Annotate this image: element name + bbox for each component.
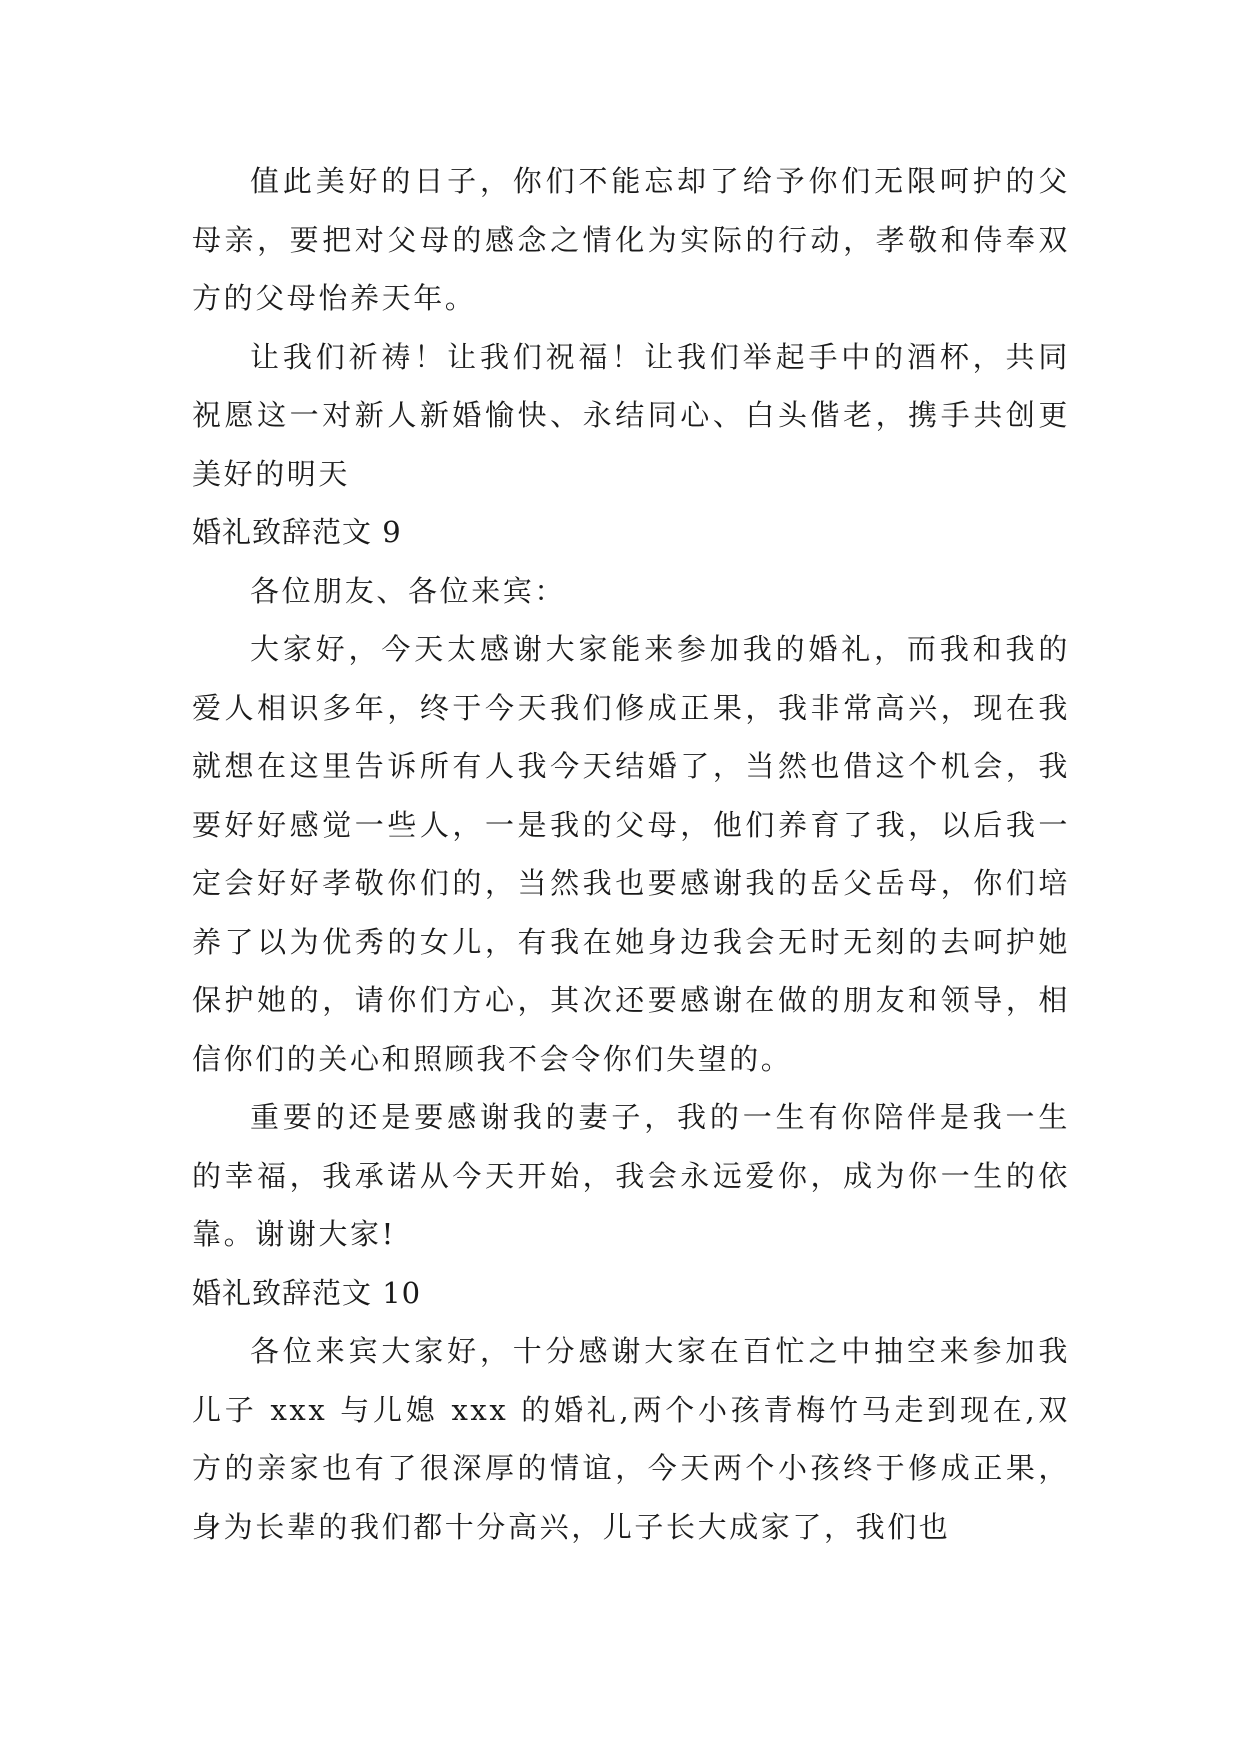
document-page <box>192 152 1070 1556</box>
paragraph: 值此美好的日子，你们不能忘却了给予你们无限呵护的父母亲，要把对父母的感念之情化为实际的行动，孝敬和侍奉双方的父母怡养天年。 <box>192 164 1070 315</box>
paragraph: 重要的还是要感谢我的妻子，我的一生有你陪伴是我一生的幸福，我承诺从今天开始，我会永远爱你，成为你一生的依靠。谢谢大家! <box>192 1100 1070 1251</box>
section-heading: 婚礼致辞范文 10 <box>192 1275 422 1310</box>
paragraph: 让我们祈祷！让我们祝福！让我们举起手中的酒杯，共同祝愿这一对新人新婚愉快、永结同心、白头偕老，携手共创更美好的明天 <box>192 339 1070 491</box>
paragraph: 大家好，今天太感谢大家能来参加我的婚礼，而我和我的爱人相识多年，终于今天我们修成正果，我非常高兴，现在我就想在这里告诉所有人我今天结婚了，当然也借这个机会，我要好好感觉一些人，一是我的父母，他们养育了我，以后我一定会好好孝敬你们的，当然我也要感谢我的岳父岳母，你们培养了以为优秀的女儿，有我在她身边我会无时无刻的去呵护她保护她的，请你们方心，其次还要感谢在做的朋友和领导，相信你们的关心和照顾我不会令你们失望的。 <box>192 632 1070 1076</box>
paragraph: 各位来宾大家好，十分感谢大家在百忙之中抽空来参加我儿子 xxx 与儿媳 xxx 的婚礼,两个小孩青梅竹马走到现在,双方的亲家也有了很深厚的情谊，今天两个小孩终于修成正果，身为长辈的我们都十分高兴，儿子长大成家了，我们也 <box>192 1334 1070 1544</box>
section-heading: 婚礼致辞范文 9 <box>192 515 402 549</box>
paragraph: 各位朋友、各位来宾： <box>250 573 567 608</box>
